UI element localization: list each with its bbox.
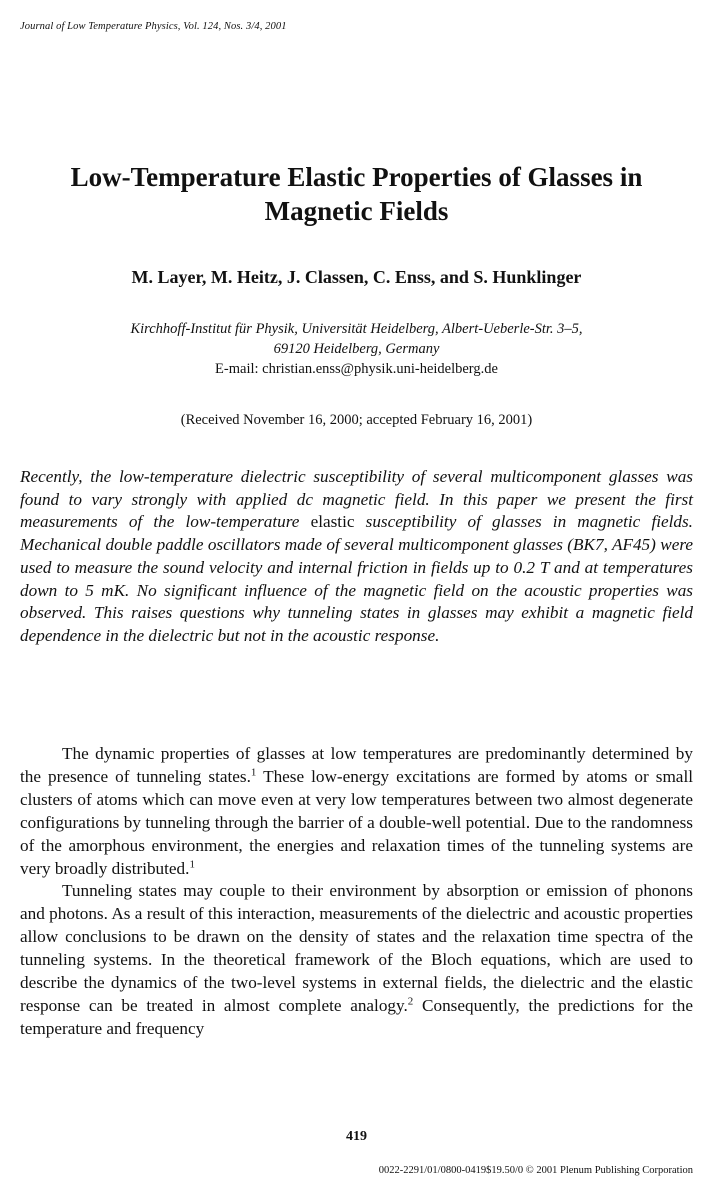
page-number: 419 <box>346 1129 367 1144</box>
contact-email: E-mail: christian.enss@physik.uni-heidelberg.de <box>215 361 498 377</box>
affiliation-line-2: 69120 Heidelberg, Germany <box>273 341 440 357</box>
author-list: M. Layer, M. Heitz, J. Classen, C. Enss, and S. Hunklinger <box>131 267 582 287</box>
paragraph-1 <box>20 743 693 880</box>
body-text <box>20 743 693 1041</box>
copyright-line: 0022-2291/01/0800-0419$19.50/0 © 2001 Plenum Publishing Corporation <box>378 1165 693 1176</box>
paragraph-2-text-b: Consequently, the predictions for the temperature and frequency <box>20 995 694 1038</box>
citation-ref: 2 <box>407 995 414 1008</box>
abstract-text-1: Recently, the low-temperature dielectric susceptibility of several multicomponent glasses was found to vary strongly with applied dc magnetic field. In this paper we present the first measurements of the low-temperature <box>20 467 693 532</box>
paragraph-2-text-a: Tunneling states may couple to their environment by absorption or emission of phonons and photons. As a result of this interaction, measurements of the dielectric and acoustic properties allow conclusions to be drawn on the density of states and the relaxation time spectra of the tunneling systems. In the theoretical framework of the Bloch equations, which are used to describe the dynamics of the two-level systems in external fields, the dielectric and the elastic response can be treated in almost complete analogy. <box>20 881 693 1015</box>
citation-ref: 1 <box>250 766 257 779</box>
paragraph-2 <box>20 880 693 1040</box>
abstract-emphasis: elastic <box>310 512 355 532</box>
abstract <box>20 466 693 648</box>
journal-header: Journal of Low Temperature Physics, Vol. 124, Nos. 3/4, 2001 <box>20 21 287 32</box>
title-line-1: Low-Temperature Elastic Properties of Glasses in <box>70 162 643 192</box>
title-line-2: Magnetic Fields <box>264 196 449 226</box>
abstract-text-2: susceptibility of glasses in magnetic fields. Mechanical double paddle oscillators made of several multicomponent glasses (BK7, AF45) were used to measure the sound velocity and internal friction in fields up to 0.2 T and at temperatures down to 5 mK. No significant influence of the magnetic field on the acoustic properties was observed. This raises questions why tunneling states in glasses may exhibit a magnetic field dependence in the dielectric but not in the acoustic response. <box>20 512 693 645</box>
citation-ref: 1 <box>189 857 195 870</box>
received-dates: (Received November 16, 2000; accepted February 16, 2001) <box>180 412 533 428</box>
paper-title <box>20 160 693 228</box>
paragraph-1-text-b: These low-energy excitations are formed by atoms or small clusters of atoms which can move even at very low temperatures between two almost degenerate configurations by tunneling through the barrier of a double-well potential. Due to the randomness of the amorphous environment, the energies and relaxation times of the tunneling systems are very broadly distributed. <box>20 766 693 878</box>
paragraph-1-text-a: The dynamic properties of glasses at low temperatures are predominantly determined by the presence of tunneling states. <box>20 744 693 786</box>
affiliation-line-1: Kirchhoff-Institut für Physik, Universität Heidelberg, Albert-Ueberle-Str. 3–5, <box>130 321 583 337</box>
affiliation <box>20 319 693 359</box>
